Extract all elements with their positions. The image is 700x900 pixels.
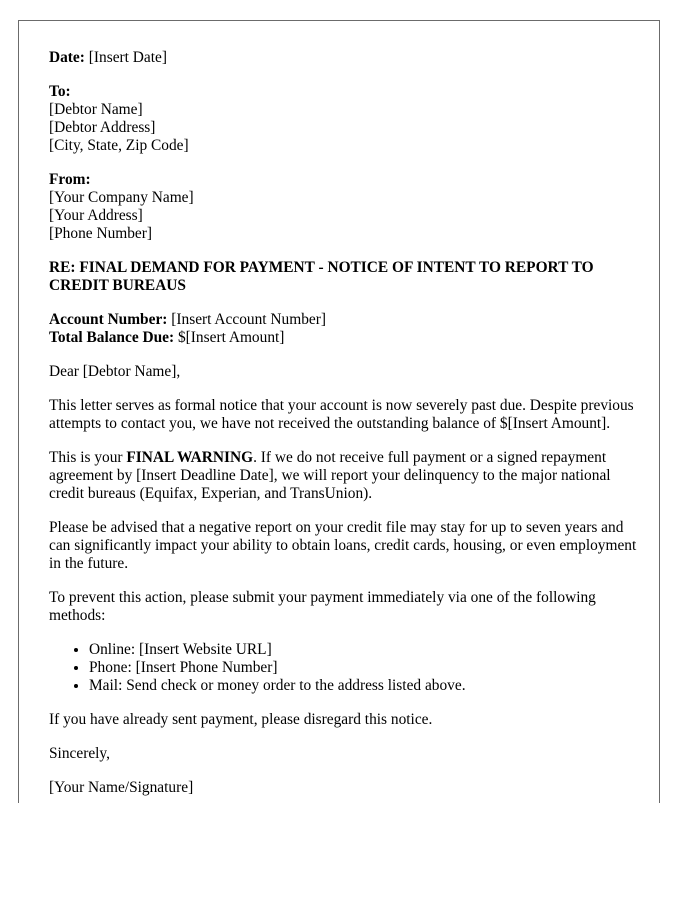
- company-phone: [Phone Number]: [49, 225, 153, 242]
- balance-due-value: $[Insert Amount]: [177, 329, 285, 346]
- account-number-value: [Insert Account Number]: [171, 311, 326, 328]
- date-label: Date:: [49, 49, 85, 66]
- date-line: [49, 49, 639, 67]
- debtor-city-state-zip: [City, State, Zip Code]: [49, 137, 189, 154]
- final-warning-rest: . If we do not receive full payment or a signed repayment agreement by [Insert Deadline Date], we will report your delinquency to the major national credit bureaus (Equifax, Experian, and TransUnion).: [49, 449, 611, 502]
- paragraph-payment-instructions: To prevent this action, please submit your payment immediately via one of the following methods:: [49, 589, 596, 624]
- balance-due-label: Total Balance Due:: [49, 329, 175, 346]
- company-name: [Your Company Name]: [49, 189, 194, 206]
- closing: Sincerely,: [49, 745, 110, 762]
- balance-due-line: [49, 329, 639, 347]
- date-value: [Insert Date]: [88, 49, 167, 66]
- payment-methods-list: [49, 641, 639, 695]
- paragraph-disregard: If you have already sent payment, please disregard this notice.: [49, 711, 433, 728]
- payment-method-mail: • Mail: Send check or money order to the address listed above.: [89, 677, 639, 695]
- payment-method-phone: • Phone: [Insert Phone Number]: [89, 659, 639, 677]
- payment-method-online: • Online: [Insert Website URL]: [89, 641, 639, 659]
- account-block: [49, 311, 639, 347]
- recipient-block: [49, 83, 639, 155]
- paragraph-final-warning: [49, 449, 639, 503]
- account-number-label: Account Number:: [49, 311, 168, 328]
- salutation: Dear [Debtor Name],: [49, 363, 181, 380]
- paragraph-credit-impact: Please be advised that a negative report on your credit file may stay for up to seven years and can significantly impact your ability to obtain loans, credit cards, housing, or even employment in the future.: [49, 519, 637, 572]
- subject-line: RE: FINAL DEMAND FOR PAYMENT - NOTICE OF INTENT TO REPORT TO CREDIT BUREAUS: [49, 259, 594, 294]
- signature: [Your Name/Signature]: [49, 779, 194, 796]
- debtor-name: [Debtor Name]: [49, 101, 143, 118]
- account-number-line: [49, 311, 639, 329]
- paragraph-notice: This letter serves as formal notice that your account is now severely past due. Despite previous attempts to contact you, we have not received the outstanding balance of $[Insert Amount].: [49, 397, 634, 432]
- letter-page: [18, 20, 660, 803]
- company-address: [Your Address]: [49, 207, 143, 224]
- debtor-address: [Debtor Address]: [49, 119, 156, 136]
- from-label: From:: [49, 171, 91, 188]
- to-label: To:: [49, 83, 71, 100]
- final-warning-intro: This is your: [49, 449, 127, 466]
- sender-block: [49, 171, 639, 243]
- letter-content: [49, 49, 639, 803]
- final-warning-emphasis: FINAL WARNING: [126, 449, 254, 466]
